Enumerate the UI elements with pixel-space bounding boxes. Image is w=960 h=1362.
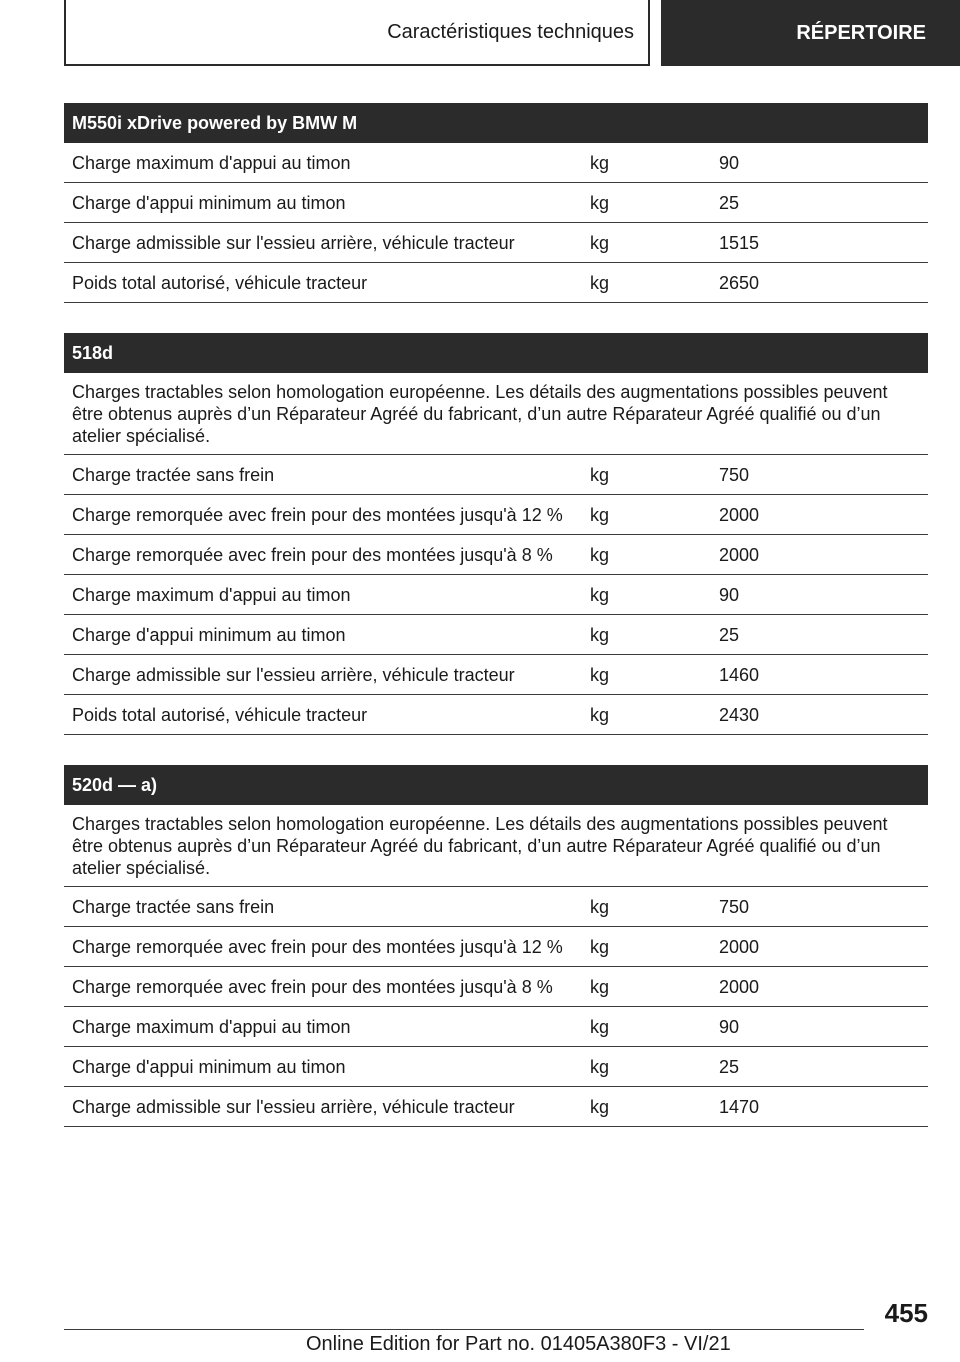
row-value: 2000 (719, 977, 760, 997)
row-unit: kg (590, 1097, 610, 1117)
row-unit: kg (590, 193, 610, 213)
spec-section (64, 103, 928, 303)
row-unit: kg (590, 505, 610, 525)
row-value: 90 (719, 153, 740, 173)
table-row (64, 535, 928, 575)
row-value: 2650 (719, 273, 760, 293)
row-unit: kg (590, 665, 610, 685)
row-label: Poids total autorisé, véhicule tracteur (72, 273, 368, 293)
row-value: 25 (719, 1057, 740, 1077)
section-note: Charges tractables selon homologation européenne. Les détails des augmentations possibles peuvent être obtenus auprès d’un Réparateur Agréé du fabricant, d’un autre Réparateur Agréé qualifié ou d’un atelier spécialisé. (64, 805, 928, 887)
table-row (64, 615, 928, 655)
edition-footer: Online Edition for Part no. 01405A380F3 - VI/21 (306, 1333, 731, 1355)
table-row (64, 495, 928, 535)
table-row (64, 967, 928, 1007)
table-row (64, 223, 928, 263)
section-heading: 518d (64, 333, 928, 373)
table-row (64, 927, 928, 967)
row-value: 90 (719, 1017, 740, 1037)
row-unit: kg (590, 1017, 610, 1037)
row-unit: kg (590, 545, 610, 565)
table-row (64, 575, 928, 615)
section-title: RÉPERTOIRE (796, 21, 926, 44)
row-label: Charge tractée sans frein (72, 465, 275, 485)
table-row (64, 695, 928, 735)
row-unit: kg (590, 273, 610, 293)
row-label: Charge admissible sur l'essieu arrière, véhicule tracteur (72, 1097, 515, 1117)
row-unit: kg (590, 233, 610, 253)
table-row (64, 183, 928, 223)
row-label: Charge d'appui minimum au timon (72, 193, 346, 213)
row-value: 1515 (719, 233, 760, 253)
row-value: 750 (719, 897, 750, 917)
row-value: 1470 (719, 1097, 760, 1117)
row-label: Charge tractée sans frein (72, 897, 275, 917)
row-unit: kg (590, 465, 610, 485)
row-label: Charge d'appui minimum au timon (72, 1057, 346, 1077)
row-label: Charge remorquée avec frein pour des montées jusqu'à 8 % (72, 977, 553, 997)
page-number: 455 (884, 1298, 928, 1328)
row-value: 25 (719, 193, 740, 213)
table-row (64, 455, 928, 495)
row-value: 25 (719, 625, 740, 645)
row-value: 2430 (719, 705, 760, 725)
chapter-title: Caractéristiques techniques (387, 20, 634, 43)
row-value: 2000 (719, 505, 760, 525)
row-label: Charge remorquée avec frein pour des montées jusqu'à 12 % (72, 505, 563, 525)
row-unit: kg (590, 897, 610, 917)
row-value: 750 (719, 465, 750, 485)
spec-section (64, 333, 928, 735)
table-row (64, 1087, 928, 1127)
row-label: Charge remorquée avec frein pour des montées jusqu'à 12 % (72, 937, 563, 957)
section-heading: 520d — a) (64, 765, 928, 805)
row-label: Charge maximum d'appui au timon (72, 153, 351, 173)
row-label: Charge maximum d'appui au timon (72, 585, 351, 605)
row-unit: kg (590, 153, 610, 173)
row-unit: kg (590, 585, 610, 605)
section-heading: M550i xDrive powered by BMW M (64, 103, 928, 143)
row-value: 2000 (719, 545, 760, 565)
row-label: Charge admissible sur l'essieu arrière, véhicule tracteur (72, 233, 515, 253)
row-value: 2000 (719, 937, 760, 957)
row-label: Charge maximum d'appui au timon (72, 1017, 351, 1037)
row-unit: kg (590, 705, 610, 725)
row-value: 90 (719, 585, 740, 605)
table-row (64, 1007, 928, 1047)
table-row (64, 887, 928, 927)
row-unit: kg (590, 1057, 610, 1077)
row-label: Charge admissible sur l'essieu arrière, véhicule tracteur (72, 665, 515, 685)
spec-section (64, 765, 928, 1127)
section-note: Charges tractables selon homologation européenne. Les détails des augmentations possibles peuvent être obtenus auprès d’un Réparateur Agréé du fabricant, d’un autre Réparateur Agréé qualifié ou d’un atelier spécialisé. (64, 373, 928, 455)
page-header (0, 0, 960, 66)
row-unit: kg (590, 977, 610, 997)
chapter-tab[interactable] (64, 0, 650, 66)
row-label: Charge remorquée avec frein pour des montées jusqu'à 8 % (72, 545, 553, 565)
table-row (64, 143, 928, 183)
row-label: Charge d'appui minimum au timon (72, 625, 346, 645)
row-unit: kg (590, 937, 610, 957)
row-value: 1460 (719, 665, 760, 685)
row-label: Poids total autorisé, véhicule tracteur (72, 705, 368, 725)
table-row (64, 655, 928, 695)
spec-tables (64, 103, 928, 1157)
section-tab[interactable] (661, 0, 960, 66)
row-unit: kg (590, 625, 610, 645)
table-row (64, 1047, 928, 1087)
footer-divider (64, 1329, 864, 1330)
table-row (64, 263, 928, 303)
